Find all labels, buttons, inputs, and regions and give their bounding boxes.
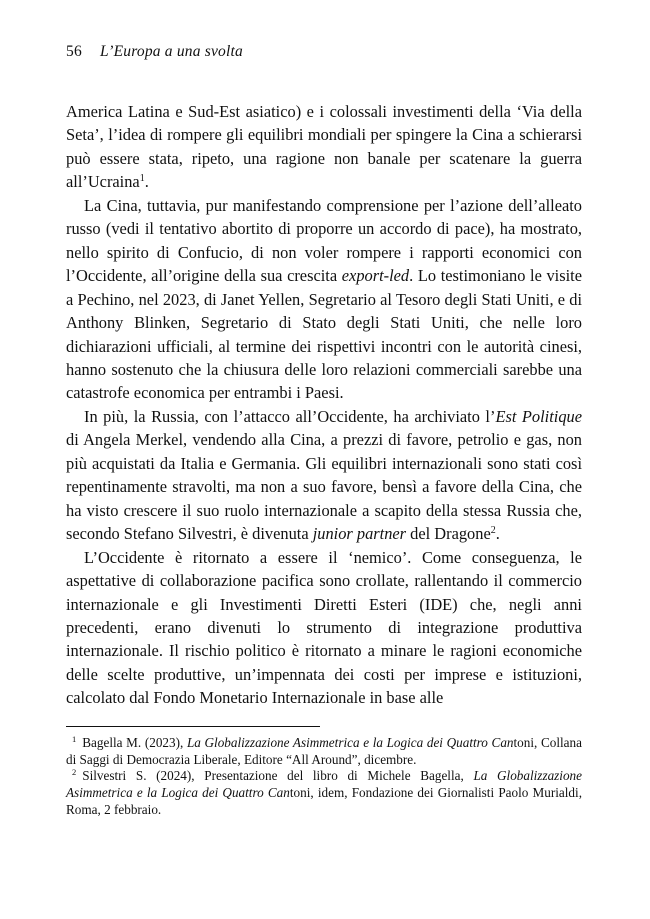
footnote-ref-1: 1 (139, 173, 145, 185)
italic-term: junior partner (312, 524, 407, 544)
footnote-title: La Globalizzazione Asimmetrica e la Logica dei Quattro Can (66, 768, 583, 801)
footnote-divider (66, 726, 320, 727)
footnotes (66, 735, 582, 819)
page-number: 56 (66, 43, 82, 60)
footnote-number: 1 (72, 734, 77, 744)
italic-term: Est Politique (495, 406, 582, 426)
paragraph-4 (66, 546, 582, 710)
footnote-2 (66, 768, 582, 818)
running-head-title: L’Europa a una svolta (99, 43, 243, 60)
footnote-1 (66, 735, 582, 768)
paragraph-1 (66, 100, 582, 194)
paragraph-3 (66, 405, 582, 546)
paragraph-text: La Cina, tuttavia, pur manifestando comprensione per l’azione dell’alleato russo (vedi il tentativo abortito di proporre un accordo di pace), ha mostrato, nello spirito di Confucio, di non voler rompere i rapporti economici con l’Occidente, all’origine della sua crescita (66, 195, 582, 286)
paragraph-text: L’Occidente è ritornato a essere il ‘nemico’. Come conseguenza, le aspettative di collaborazione pacifica sono crollate, rallentando il commercio internazionale e gli Investimenti Diretti Esteri (IDE) che, negli anni precedenti, erano divenuti lo strumento di integrazione produttiva internazionale. Il rischio politico è ritornato a minare le ragioni economiche delle scelte produttive, un’impennata dei costi per imprese e istituzioni, calcolato dal Fondo Monetario Internazionale in base alle (66, 547, 582, 708)
paragraph-2 (66, 194, 582, 405)
paragraph-text: America Latina e Sud-Est asiatico) e i colossali investimenti della ‘Via della Seta’, l’idea di rompere gli equilibri mondiali per spingere la Cina a schierarsi può essere stata, ripeto, una ragione non banale per scatenare la guerra all’Ucraina (66, 102, 582, 192)
paragraph-text: di Angela Merkel, vendendo alla Cina, a prezzi di favore, petrolio e gas, non più acquistati da Italia e Germania. Gli equilibri internazionali sono stati così repentinamente stravolti, ma non a suo favore, bensì a favore della Cina, che ha visto crescere il suo ruolo internazionale a scapito della stessa Russia che, secondo Stefano Silvestri, è divenuta (66, 430, 582, 544)
paragraph-text: . Lo testimoniano le visite a Pechino, nel 2023, di Janet Yellen, Segretario al Tesoro degli Stati Uniti, e di Anthony Blinken, Segretario di Stato degli Stati Uniti, che nelle loro dichiarazioni ufficiali, al termine dei rispettivi incontri con le autorità cinesi, hanno sostenuto che la chiusura delle loro relazioni commerciali sarebbe una catastrofe economica per entrambi i Paesi. (66, 266, 583, 403)
paragraph-text: . (144, 172, 149, 192)
body-text (66, 100, 582, 710)
italic-term: export-led (341, 266, 410, 286)
footnote-ref-2: 2 (490, 525, 496, 537)
paragraph-text: del Dragone (406, 524, 491, 544)
footnote-title: La Globalizzazione Asimmetrica e la Logica dei Quattro Can (186, 735, 514, 750)
footnote-text: toni, idem, Fondazione dei Giornalisti Paolo Murialdi, Roma, 2 febbraio. (66, 785, 582, 817)
paragraph-text: . (495, 524, 500, 544)
footnote-text: Silvestri S. (2024), Presentazione del libro di Michele Bagella, (82, 768, 474, 784)
footnote-number: 2 (72, 767, 77, 778)
footnote-text: Bagella M. (2023), (82, 735, 187, 750)
paragraph-text: In più, la Russia, con l’attacco all’Occidente, ha archiviato l’ (84, 406, 496, 426)
footnote-text: toni, Collana di Saggi di Democrazia Liberale, Editore “All Around”, dicembre. (66, 735, 582, 767)
running-head (66, 43, 243, 61)
